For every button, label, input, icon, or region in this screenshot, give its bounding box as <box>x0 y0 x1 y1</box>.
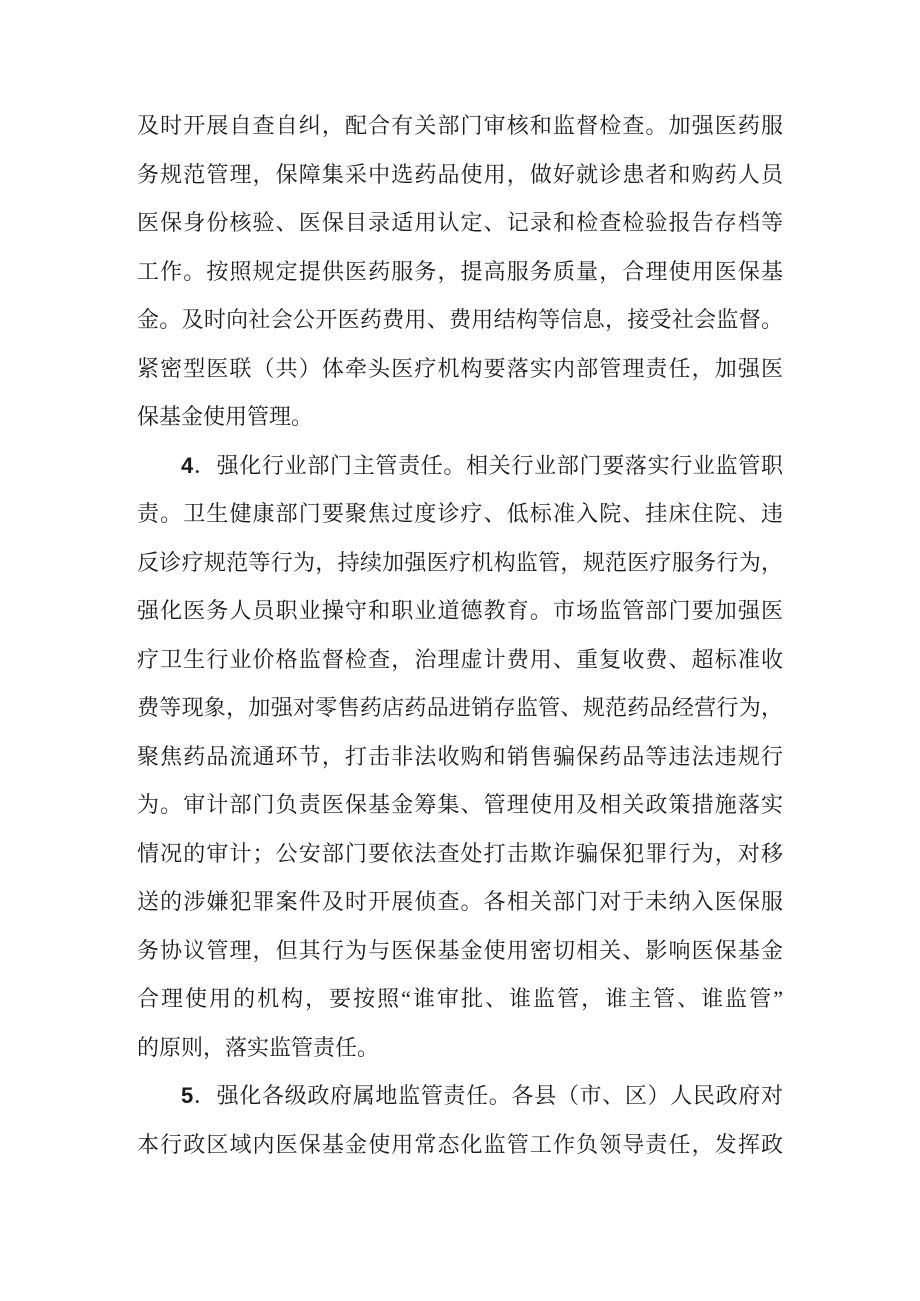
item-first-line-text: 相关行业部门要落实行业监管职 <box>466 452 783 478</box>
text-line: 务协议管理，但其行为与医保基金使用密切相关、影响医保基金 <box>137 937 783 963</box>
item-heading: 强化行业部门主管责任。 <box>216 452 467 478</box>
item-number: 5 <box>181 1083 194 1108</box>
text-line: 反诊疗规范等行为，持续加强医疗机构监管，规范医疗服务行为， <box>137 549 783 575</box>
text-line: 为。审计部门负责医保基金筹集、管理使用及相关政策措施落实 <box>137 792 783 817</box>
item-number-separator: ． <box>193 1083 217 1108</box>
text-line: 费等现象，加强对零售药店药品进销存监管、规范药品经营行为， <box>137 695 783 720</box>
text-line: 及时开展自查自纠，配合有关部门审核和监督检查。加强医药服 <box>137 113 783 138</box>
text-line: 紧密型医联（共）体牵头医疗机构要落实内部管理责任，加强医 <box>137 355 783 381</box>
item-number: 4 <box>181 452 194 478</box>
paragraph-item-4 <box>137 442 783 1073</box>
paragraph-continuation <box>137 102 783 442</box>
text-line: 聚焦药品流通环节，打击非法收购和销售骗保药品等违法违规行 <box>137 743 783 769</box>
paragraph-item-5 <box>137 1072 783 1169</box>
text-line: 金。及时向社会公开医药费用、费用结构等信息，接受社会监督。 <box>137 307 783 332</box>
item-first-line-text: 各县（市、区）人民政府对 <box>511 1083 783 1108</box>
text-line: 强化医务人员职业操守和职业道德教育。市场监管部门要加强医 <box>137 598 783 623</box>
text-line: 送的涉嫌犯罪案件及时开展侦查。各相关部门对于未纳入医保服 <box>137 889 783 914</box>
text-line: 疗卫生行业价格监督检查，治理虚计费用、重复收费、超标准收 <box>137 646 783 672</box>
text-line: 务规范管理，保障集采中选药品使用，做好就诊患者和购药人员 <box>137 161 783 187</box>
text-line: 责。卫生健康部门要聚焦过度诊疗、低标准入院、挂床住院、违 <box>137 501 783 526</box>
text-line <box>137 442 783 491</box>
text-line: 情况的审计；公安部门要依法查处打击欺诈骗保犯罪行为，对移 <box>137 840 783 866</box>
item-number-separator: ． <box>193 452 217 478</box>
text-line: 的原则，落实监管责任。 <box>137 1034 380 1060</box>
text-line: 工作。按照规定提供医药服务，提高服务质量，合理使用医保基 <box>137 258 783 284</box>
text-line: 合理使用的机构，要按照“谁审批、谁监管，谁主管、谁监管” <box>137 986 783 1011</box>
item-heading: 强化各级政府属地监管责任。 <box>216 1083 512 1108</box>
text-line: 本行政区域内医保基金使用常态化监管工作负领导责任，发挥政 <box>137 1131 783 1157</box>
text-line: 保基金使用管理。 <box>137 404 314 429</box>
document-text-block <box>137 102 783 1169</box>
text-line: 医保身份核验、医保目录适用认定、记录和检查检验报告存档等 <box>137 210 783 235</box>
text-line <box>137 1072 783 1121</box>
